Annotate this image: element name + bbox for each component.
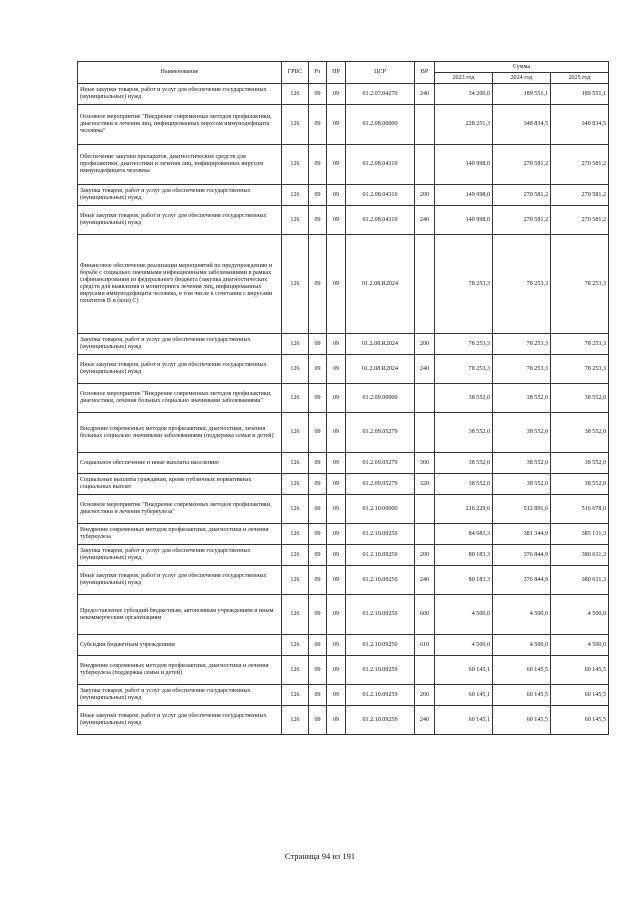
table-row — [78, 656, 609, 685]
cell-sum-2025: 60 145,5 — [551, 685, 609, 706]
table-row — [78, 566, 609, 595]
cell-name: Социальное обеспечение и иные выплаты населению — [78, 453, 282, 474]
cell-name: Основное мероприятие "Внедрение современных методов профилактики, диагностики и лечения туберкулеза" — [78, 495, 282, 524]
table-row — [78, 145, 609, 185]
cell-sum-2025: 270 581,2 — [551, 145, 609, 185]
header-sum: Сумма — [435, 62, 609, 73]
cell-vr: 240 — [415, 566, 435, 595]
cell-sum-2023: 216 229,6 — [435, 495, 493, 524]
cell-sum-2025: 38 552,0 — [551, 384, 609, 413]
cell-sum-2024: 38 552,0 — [493, 453, 551, 474]
cell-sum-2025: 380 631,3 — [551, 566, 609, 595]
cell-grbs: 126 — [282, 495, 309, 524]
cell-grbs: 126 — [282, 656, 309, 685]
cell-csr: 01.2.10.09250 — [346, 635, 415, 656]
cell-rz: 09 — [309, 84, 327, 105]
table-row — [78, 524, 609, 545]
cell-csr: 01.2.09.05279 — [346, 474, 415, 495]
cell-vr — [415, 495, 435, 524]
cell-vr: 240 — [415, 706, 435, 735]
cell-pr: 09 — [327, 334, 346, 355]
table-row — [78, 334, 609, 355]
cell-sum-2024: 78 253,3 — [493, 334, 551, 355]
table-row — [78, 706, 609, 735]
cell-sum-2024: 60 145,5 — [493, 656, 551, 685]
table-row — [78, 84, 609, 105]
cell-rz: 09 — [309, 206, 327, 235]
header-rz: Рз — [309, 62, 327, 84]
cell-rz: 09 — [309, 545, 327, 566]
cell-name: Основное мероприятие "Внедрение современных методов профилактики, диагностики и лечения лиц, инфицированных вирусом иммунодефицита человека" — [78, 105, 282, 145]
cell-grbs: 126 — [282, 635, 309, 656]
cell-sum-2023: 228 251,3 — [435, 105, 493, 145]
cell-rz: 09 — [309, 235, 327, 334]
cell-rz: 09 — [309, 566, 327, 595]
cell-name: Иные закупки товаров, работ и услуг для обеспечения государственных (муниципальных) нужд — [78, 566, 282, 595]
cell-grbs: 126 — [282, 355, 309, 384]
cell-name: Предоставление субсидий бюджетным, автономным учреждениям и иным некоммерческим организациям — [78, 595, 282, 635]
table-row — [78, 235, 609, 334]
cell-pr: 09 — [327, 413, 346, 453]
cell-pr: 09 — [327, 355, 346, 384]
cell-grbs: 126 — [282, 84, 309, 105]
cell-sum-2025: 516 678,0 — [551, 495, 609, 524]
cell-sum-2025: 348 834,5 — [551, 105, 609, 145]
cell-sum-2023: 78 253,3 — [435, 334, 493, 355]
cell-csr: 01.2.10.09259 — [346, 685, 415, 706]
cell-csr: 01.2.08.04310 — [346, 185, 415, 206]
header-grbs: ГРБС — [282, 62, 309, 84]
cell-name: Закупка товаров, работ и услуг для обеспечения государственных (муниципальных) нужд — [78, 685, 282, 706]
cell-sum-2025: 60 145,5 — [551, 706, 609, 735]
table-row — [78, 355, 609, 384]
cell-sum-2023: 4 500,0 — [435, 595, 493, 635]
cell-sum-2023: 149 998,0 — [435, 145, 493, 185]
cell-grbs: 126 — [282, 334, 309, 355]
table-row — [78, 545, 609, 566]
cell-sum-2024: 348 834,5 — [493, 105, 551, 145]
cell-rz: 09 — [309, 685, 327, 706]
header-name: Наименование — [78, 62, 282, 84]
cell-grbs: 126 — [282, 235, 309, 334]
cell-sum-2025: 78 253,3 — [551, 235, 609, 334]
cell-sum-2024: 270 581,2 — [493, 145, 551, 185]
cell-sum-2025: 38 552,0 — [551, 453, 609, 474]
cell-sum-2023: 38 552,0 — [435, 413, 493, 453]
header-pr: ПР — [327, 62, 346, 84]
cell-pr: 09 — [327, 685, 346, 706]
cell-name: Иные закупки товаров, работ и услуг для обеспечения государственных (муниципальных) нужд — [78, 206, 282, 235]
cell-sum-2023: 38 552,0 — [435, 384, 493, 413]
cell-csr: 01.2.10.09259 — [346, 706, 415, 735]
cell-vr: 240 — [415, 84, 435, 105]
cell-grbs: 126 — [282, 145, 309, 185]
cell-sum-2025: 270 581,2 — [551, 206, 609, 235]
cell-sum-2023: 78 253,3 — [435, 355, 493, 384]
cell-rz: 09 — [309, 453, 327, 474]
cell-sum-2024: 270 581,2 — [493, 206, 551, 235]
page-number: Страница 94 из 191 — [284, 851, 356, 861]
cell-vr: 600 — [415, 595, 435, 635]
cell-sum-2024: 4 500,0 — [493, 635, 551, 656]
cell-vr — [415, 413, 435, 453]
table-row — [78, 685, 609, 706]
cell-name: Внедрение современных методов профилактики, диагностики, лечения больных социально значимыми заболеваниями (поддержка семьи и детей) — [78, 413, 282, 453]
budget-table — [77, 61, 609, 735]
cell-pr: 09 — [327, 706, 346, 735]
cell-sum-2024: 381 344,9 — [493, 524, 551, 545]
cell-grbs: 126 — [282, 685, 309, 706]
cell-name: Иные закупки товаров, работ и услуг для обеспечения государственных (муниципальных) нужд — [78, 355, 282, 384]
cell-name: Внедрение современных методов профилактики, диагностики и лечения туберкулеза (поддержка семьи и детей) — [78, 656, 282, 685]
cell-vr: 200 — [415, 185, 435, 206]
cell-sum-2023: 38 552,0 — [435, 474, 493, 495]
cell-csr: 01.2.08.R2024 — [346, 334, 415, 355]
cell-name: Субсидии бюджетным учреждениям — [78, 635, 282, 656]
cell-grbs: 126 — [282, 105, 309, 145]
cell-name: Финансовое обеспечение реализации мероприятий по предупреждению и борьбе с социально значимыми инфекционными заболеваниями в рамках софинансирования из федерального бюджета (закупка диагностических средств для выявления и мониторинга лечения лиц, инфицированных вирусами иммунодефицита человека, в том числе в сочетании с вирусами гепатитов В и (или) С) — [78, 235, 282, 334]
cell-pr: 09 — [327, 474, 346, 495]
cell-rz: 09 — [309, 105, 327, 145]
cell-sum-2024: 38 552,0 — [493, 474, 551, 495]
cell-rz: 09 — [309, 706, 327, 735]
cell-sum-2024: 376 844,9 — [493, 545, 551, 566]
cell-sum-2023: 60 145,1 — [435, 656, 493, 685]
header-csr: ЦСР — [346, 62, 415, 84]
cell-name: Основное мероприятие "Внедрение современных методов профилактики, диагностики, лечения больных социально значимыми заболеваниями" — [78, 384, 282, 413]
header-vr: ВР — [415, 62, 435, 84]
cell-grbs: 126 — [282, 185, 309, 206]
cell-csr: 01.2.08.R2024 — [346, 355, 415, 384]
cell-pr: 09 — [327, 595, 346, 635]
cell-pr: 09 — [327, 105, 346, 145]
cell-grbs: 126 — [282, 413, 309, 453]
cell-sum-2024: 60 145,5 — [493, 706, 551, 735]
cell-sum-2023: 84 683,3 — [435, 524, 493, 545]
cell-sum-2024: 38 552,0 — [493, 384, 551, 413]
cell-vr — [415, 524, 435, 545]
cell-rz: 09 — [309, 495, 327, 524]
cell-vr — [415, 656, 435, 685]
cell-grbs: 126 — [282, 453, 309, 474]
cell-sum-2025: 189 551,1 — [551, 84, 609, 105]
cell-vr: 200 — [415, 334, 435, 355]
cell-pr: 09 — [327, 145, 346, 185]
cell-sum-2023: 80 183,3 — [435, 566, 493, 595]
cell-sum-2023: 80 183,3 — [435, 545, 493, 566]
cell-vr — [415, 105, 435, 145]
cell-name: Закупка товаров, работ и услуг для обеспечения государственных (муниципальных) нужд — [78, 334, 282, 355]
cell-vr: 240 — [415, 206, 435, 235]
table-row — [78, 384, 609, 413]
cell-vr: 300 — [415, 453, 435, 474]
cell-sum-2025: 78 253,3 — [551, 334, 609, 355]
cell-pr: 09 — [327, 495, 346, 524]
cell-csr: 01.2.08.04310 — [346, 145, 415, 185]
cell-name: Иные закупки товаров, работ и услуг для обеспечения государственных (муниципальных) нужд — [78, 84, 282, 105]
header-year-2023: 2023 год — [435, 73, 493, 84]
cell-rz: 09 — [309, 185, 327, 206]
header-year-2025: 2025 год — [551, 73, 609, 84]
cell-sum-2024: 4 500,0 — [493, 595, 551, 635]
header-row — [78, 62, 609, 73]
cell-grbs: 126 — [282, 384, 309, 413]
cell-sum-2023: 34 200,0 — [435, 84, 493, 105]
cell-csr: 01.2.08.04310 — [346, 206, 415, 235]
cell-name: Закупка товаров, работ и услуг для обеспечения государственных (муниципальных) нужд — [78, 185, 282, 206]
cell-pr: 09 — [327, 656, 346, 685]
table-row — [78, 495, 609, 524]
cell-sum-2023: 149 998,0 — [435, 206, 493, 235]
cell-pr: 09 — [327, 84, 346, 105]
cell-csr: 01.2.08.00000 — [346, 105, 415, 145]
cell-sum-2025: 60 145,5 — [551, 656, 609, 685]
cell-csr: 01.2.10.00000 — [346, 495, 415, 524]
cell-name: Закупка товаров, работ и услуг для обеспечения государственных (муниципальных) нужд — [78, 545, 282, 566]
cell-vr: 320 — [415, 474, 435, 495]
cell-sum-2024: 78 253,3 — [493, 235, 551, 334]
cell-pr: 09 — [327, 524, 346, 545]
cell-sum-2025: 270 581,2 — [551, 185, 609, 206]
header-year-2024: 2024 год — [493, 73, 551, 84]
cell-csr: 01.2.10.09250 — [346, 524, 415, 545]
cell-csr: 01.2.07.04270 — [346, 84, 415, 105]
cell-sum-2025: 38 552,0 — [551, 413, 609, 453]
cell-sum-2023: 149 998,0 — [435, 185, 493, 206]
cell-name: Обеспечение закупки препаратов, диагностических средств для профилактики, диагностики и лечения лиц, инфицированных вирусом иммунодефицита человека — [78, 145, 282, 185]
cell-sum-2023: 60 145,1 — [435, 685, 493, 706]
cell-rz: 09 — [309, 524, 327, 545]
cell-vr: 200 — [415, 685, 435, 706]
cell-pr: 09 — [327, 206, 346, 235]
cell-grbs: 126 — [282, 524, 309, 545]
table-row — [78, 185, 609, 206]
cell-grbs: 126 — [282, 595, 309, 635]
cell-rz: 09 — [309, 355, 327, 384]
cell-grbs: 126 — [282, 545, 309, 566]
cell-sum-2024: 189 551,1 — [493, 84, 551, 105]
table-row — [78, 635, 609, 656]
cell-rz: 09 — [309, 635, 327, 656]
cell-csr: 01.2.10.09250 — [346, 545, 415, 566]
cell-pr: 09 — [327, 453, 346, 474]
cell-sum-2025: 380 631,3 — [551, 545, 609, 566]
cell-pr: 09 — [327, 545, 346, 566]
cell-vr — [415, 384, 435, 413]
cell-sum-2025: 78 253,3 — [551, 355, 609, 384]
cell-vr: 240 — [415, 355, 435, 384]
cell-sum-2024: 78 253,3 — [493, 355, 551, 384]
table-row — [78, 413, 609, 453]
cell-sum-2024: 512 891,6 — [493, 495, 551, 524]
cell-sum-2023: 4 500,0 — [435, 635, 493, 656]
cell-csr: 01.2.10.09250 — [346, 595, 415, 635]
cell-vr — [415, 235, 435, 334]
table-body — [78, 84, 609, 735]
table-row — [78, 474, 609, 495]
cell-csr: 01.2.09.05279 — [346, 413, 415, 453]
cell-csr: 01.2.09.05279 — [346, 453, 415, 474]
cell-csr: 01.2.08.R2024 — [346, 235, 415, 334]
cell-csr: 01.2.10.09259 — [346, 656, 415, 685]
cell-grbs: 126 — [282, 566, 309, 595]
cell-csr: 01.2.09.00000 — [346, 384, 415, 413]
cell-sum-2023: 78 253,3 — [435, 235, 493, 334]
cell-sum-2025: 4 500,0 — [551, 635, 609, 656]
cell-rz: 09 — [309, 413, 327, 453]
cell-grbs: 126 — [282, 206, 309, 235]
cell-sum-2023: 38 552,0 — [435, 453, 493, 474]
table-row — [78, 453, 609, 474]
cell-grbs: 126 — [282, 706, 309, 735]
cell-sum-2025: 38 552,0 — [551, 474, 609, 495]
cell-sum-2024: 60 145,5 — [493, 685, 551, 706]
cell-pr: 09 — [327, 185, 346, 206]
cell-vr — [415, 145, 435, 185]
cell-name: Внедрение современных методов профилактики, диагностики и лечения туберкулеза — [78, 524, 282, 545]
cell-rz: 09 — [309, 334, 327, 355]
cell-pr: 09 — [327, 384, 346, 413]
cell-rz: 09 — [309, 145, 327, 185]
cell-rz: 09 — [309, 595, 327, 635]
cell-pr: 09 — [327, 635, 346, 656]
cell-grbs: 126 — [282, 474, 309, 495]
table-row — [78, 105, 609, 145]
cell-vr: 610 — [415, 635, 435, 656]
table-row — [78, 206, 609, 235]
cell-rz: 09 — [309, 656, 327, 685]
cell-vr: 200 — [415, 545, 435, 566]
cell-name: Социальные выплаты гражданам, кроме публичных нормативных социальных выплат — [78, 474, 282, 495]
cell-sum-2025: 385 131,3 — [551, 524, 609, 545]
cell-pr: 09 — [327, 566, 346, 595]
cell-name: Иные закупки товаров, работ и услуг для обеспечения государственных (муниципальных) нужд — [78, 706, 282, 735]
cell-sum-2024: 270 581,2 — [493, 185, 551, 206]
cell-sum-2023: 60 145,1 — [435, 706, 493, 735]
cell-rz: 09 — [309, 474, 327, 495]
cell-sum-2024: 38 552,0 — [493, 413, 551, 453]
cell-rz: 09 — [309, 384, 327, 413]
cell-sum-2025: 4 500,0 — [551, 595, 609, 635]
cell-pr: 09 — [327, 235, 346, 334]
cell-sum-2024: 376 844,9 — [493, 566, 551, 595]
table-row — [78, 595, 609, 635]
cell-csr: 01.2.10.09250 — [346, 566, 415, 595]
